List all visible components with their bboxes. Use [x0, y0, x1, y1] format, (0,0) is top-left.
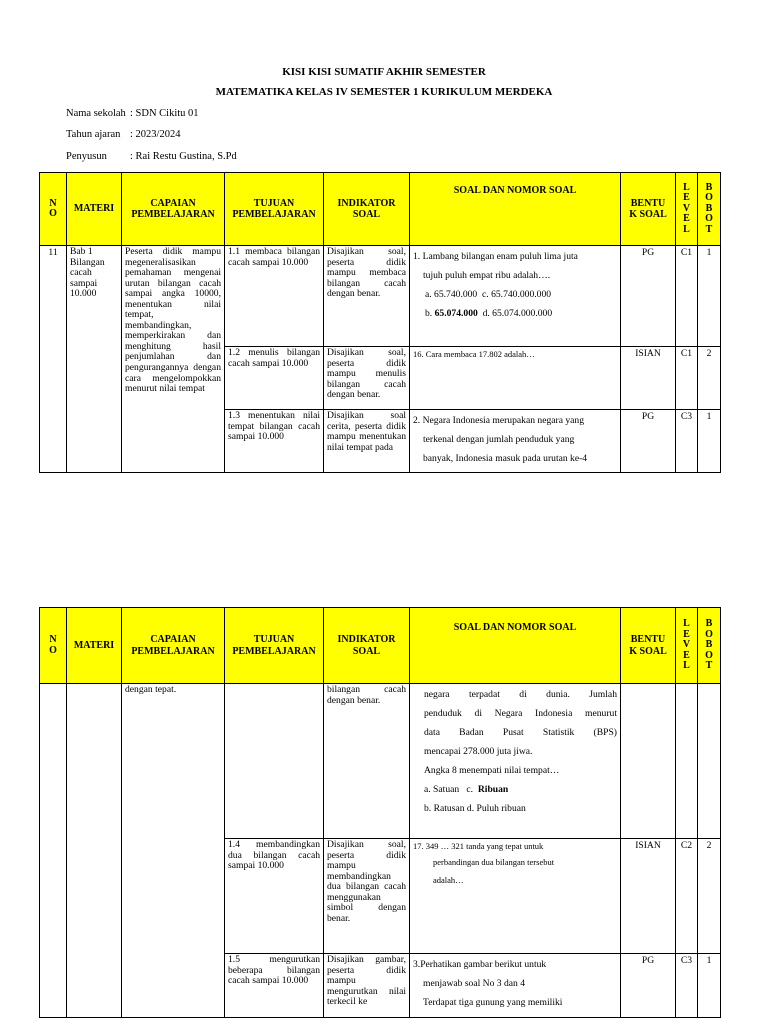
cell-bobot: 1	[698, 410, 721, 473]
option-c: c.	[466, 784, 474, 795]
header-bentuk: BENTU K SOAL	[621, 173, 676, 246]
header-indikator: INDIKATOR SOAL	[324, 608, 410, 684]
cell-soal	[410, 839, 621, 954]
cell-materi: Bab 1 Bilangan cacah sampai 10.000	[67, 246, 122, 473]
cell-bentuk: PG	[621, 410, 676, 473]
cell-bobot: 2	[698, 839, 721, 954]
meta-school	[66, 108, 199, 119]
option-row	[424, 799, 617, 818]
meta-value: : Rai Restu Gustina, S.Pd	[130, 151, 237, 162]
cell-level: C3	[676, 410, 698, 473]
soal-text: perbandingan dua bilangan tersebut	[433, 857, 555, 867]
cell-bobot: 1	[698, 246, 721, 347]
header-capaian: CAPAIAN PEMBELAJARAN	[122, 173, 225, 246]
header-materi: MATERI	[67, 608, 122, 684]
cell-level	[676, 684, 698, 839]
cell-tujuan: 1.4 membandingkan dua bilangan cacah sampai 10.000	[225, 839, 324, 954]
table-row	[40, 684, 721, 839]
header-level: L E V E L	[676, 608, 698, 684]
soal-text: terkenal dengan jumlah penduduk yang	[423, 434, 575, 445]
meta-author	[66, 151, 237, 162]
meta-value: : SDN Cikitu 01	[130, 108, 199, 119]
soal-text: Angka 8 menempati nilai tempat…	[424, 765, 560, 776]
option-row	[413, 285, 617, 304]
cell-materi	[67, 684, 122, 1018]
cell-soal	[410, 347, 621, 410]
header-bobot: B O B O T	[698, 608, 721, 684]
header-row	[40, 173, 721, 246]
option-a: a. Satuan	[424, 784, 460, 795]
header-capaian: CAPAIAN PEMBELAJARAN	[122, 608, 225, 684]
cell-bobot: 2	[698, 347, 721, 410]
cell-capaian: Peserta didik mampu megeneralisasikan pemahaman mengenai urutan bilangan cacah sampai angka 10000, menentukan nilai tempat, membandingkan, memperkirakan dan menghitung hasil penjumlahan dan pengurangannya dengan cara mengelompokkan menurut nilai tempat	[122, 246, 225, 473]
option-d: d. 65.074.000.000	[482, 308, 553, 319]
soal-text: penduduk di Negara Indonesia menurut	[424, 708, 617, 719]
cell-indikator: Disajikan gambar, peserta didik mampu mengurutkan nilai terkecil ke	[324, 954, 410, 1018]
meta-label: Tahun ajaran	[66, 129, 121, 140]
soal-text: 3.Perhatikan gambar berikut untuk	[413, 959, 547, 970]
cell-level: C1	[676, 347, 698, 410]
cell-level: C2	[676, 839, 698, 954]
kisi-kisi-table-1	[39, 172, 721, 473]
header-bobot: B O B O T	[698, 173, 721, 246]
meta-label: Nama sekolah	[66, 108, 126, 119]
soal-text: tujuh puluh empat ribu adalah….	[423, 270, 551, 281]
cell-bentuk	[621, 684, 676, 839]
cell-tujuan: 1.2 menulis bilangan cacah sampai 10.000	[225, 347, 324, 410]
cell-soal	[410, 954, 621, 1018]
soal-text: adalah…	[433, 875, 464, 885]
cell-bobot	[698, 684, 721, 839]
cell-bentuk: PG	[621, 954, 676, 1018]
header-materi: MATERI	[67, 173, 122, 246]
cell-indikator: Disajikan soal, peserta didik mampu membaca bilangan cacah dengan benar.	[324, 246, 410, 347]
cell-indikator: Disajikan soal, peserta didik mampu menulis bilangan cacah dengan benar.	[324, 347, 410, 410]
soal-text: menjawab soal No 3 dan 4	[423, 978, 526, 989]
soal-text: data Badan Pusat Statistik (BPS)	[424, 727, 617, 738]
cell-bobot: 1	[698, 954, 721, 1018]
header-soal: SOAL DAN NOMOR SOAL	[410, 608, 621, 684]
header-no: N O	[40, 173, 67, 246]
cell-level: C1	[676, 246, 698, 347]
cell-no	[40, 684, 67, 1018]
option-b: b. Ratusan	[424, 803, 465, 814]
table-row	[40, 246, 721, 347]
soal-text: mencapai 278.000 juta jiwa.	[424, 746, 533, 757]
cell-capaian: dengan tepat.	[122, 684, 225, 1018]
soal-text: banyak, Indonesia masuk pada urutan ke-4	[423, 453, 588, 464]
cell-bentuk: ISIAN	[621, 839, 676, 954]
soal-text: negara terpadat di dunia. Jumlah	[424, 689, 617, 700]
cell-tujuan	[225, 684, 324, 839]
option-d: d. Puluh ribuan	[466, 803, 526, 814]
soal-text: 17. 349 … 321 tanda yang tepat untuk	[413, 841, 544, 851]
cell-bentuk: PG	[621, 246, 676, 347]
header-no: N O	[40, 608, 67, 684]
option-c-answer: Ribuan	[477, 784, 509, 795]
header-indikator: INDIKATOR SOAL	[324, 173, 410, 246]
header-bentuk: BENTU K SOAL	[621, 608, 676, 684]
header-tujuan: TUJUAN PEMBELAJARAN	[225, 608, 324, 684]
soal-text: 1. Lambang bilangan enam puluh lima juta	[413, 251, 578, 262]
meta-label: Penyusun	[66, 151, 107, 162]
cell-soal	[410, 684, 621, 839]
option-row	[424, 780, 617, 799]
cell-tujuan: 1.1 membaca bilangan cacah sampai 10.000	[225, 246, 324, 347]
cell-soal	[410, 410, 621, 473]
cell-level: C3	[676, 954, 698, 1018]
soal-text: 2. Negara Indonesia merupakan negara yang	[413, 415, 585, 426]
soal-text: Terdapat tiga gunung yang memiliki	[423, 997, 563, 1008]
option-b-answer: 65.074.000	[434, 308, 478, 319]
option-c: c. 65.740.000.000	[482, 289, 552, 300]
soal-text: 16. Cara membaca 17.802 adalah…	[413, 349, 535, 359]
meta-year	[66, 129, 180, 140]
header-tujuan: TUJUAN PEMBELAJARAN	[225, 173, 324, 246]
doc-subtitle: MATEMATIKA KELAS IV SEMESTER 1 KURIKULUM MERDEKA	[215, 86, 553, 98]
option-b: b.	[425, 308, 433, 319]
meta-value: : 2023/2024	[130, 129, 181, 140]
cell-bentuk: ISIAN	[621, 347, 676, 410]
option-row	[413, 304, 617, 323]
header-row	[40, 608, 721, 684]
cell-indikator: bilangan cacah dengan benar.	[324, 684, 410, 839]
cell-indikator: Disajikan soal cerita, peserta didik mampu menentukan nilai tempat pada	[324, 410, 410, 473]
header-soal: SOAL DAN NOMOR SOAL	[410, 173, 621, 246]
kisi-kisi-table-2	[39, 607, 721, 1018]
option-a: a. 65.740.000	[425, 289, 478, 300]
cell-tujuan: 1.5 mengurutkan beberapa bilangan cacah sampai 10.000	[225, 954, 324, 1018]
doc-title: KISI KISI SUMATIF AKHIR SEMESTER	[282, 66, 486, 78]
cell-soal	[410, 246, 621, 347]
header-level: L E V E L	[676, 173, 698, 246]
cell-indikator: Disajikan soal, peserta didik mampu membandingkan dua bilangan cacah menggunakan simbol dengan benar.	[324, 839, 410, 954]
cell-no: 11	[40, 246, 67, 473]
cell-tujuan: 1.3 menentukan nilai tempat bilangan cacah sampai 10.000	[225, 410, 324, 473]
